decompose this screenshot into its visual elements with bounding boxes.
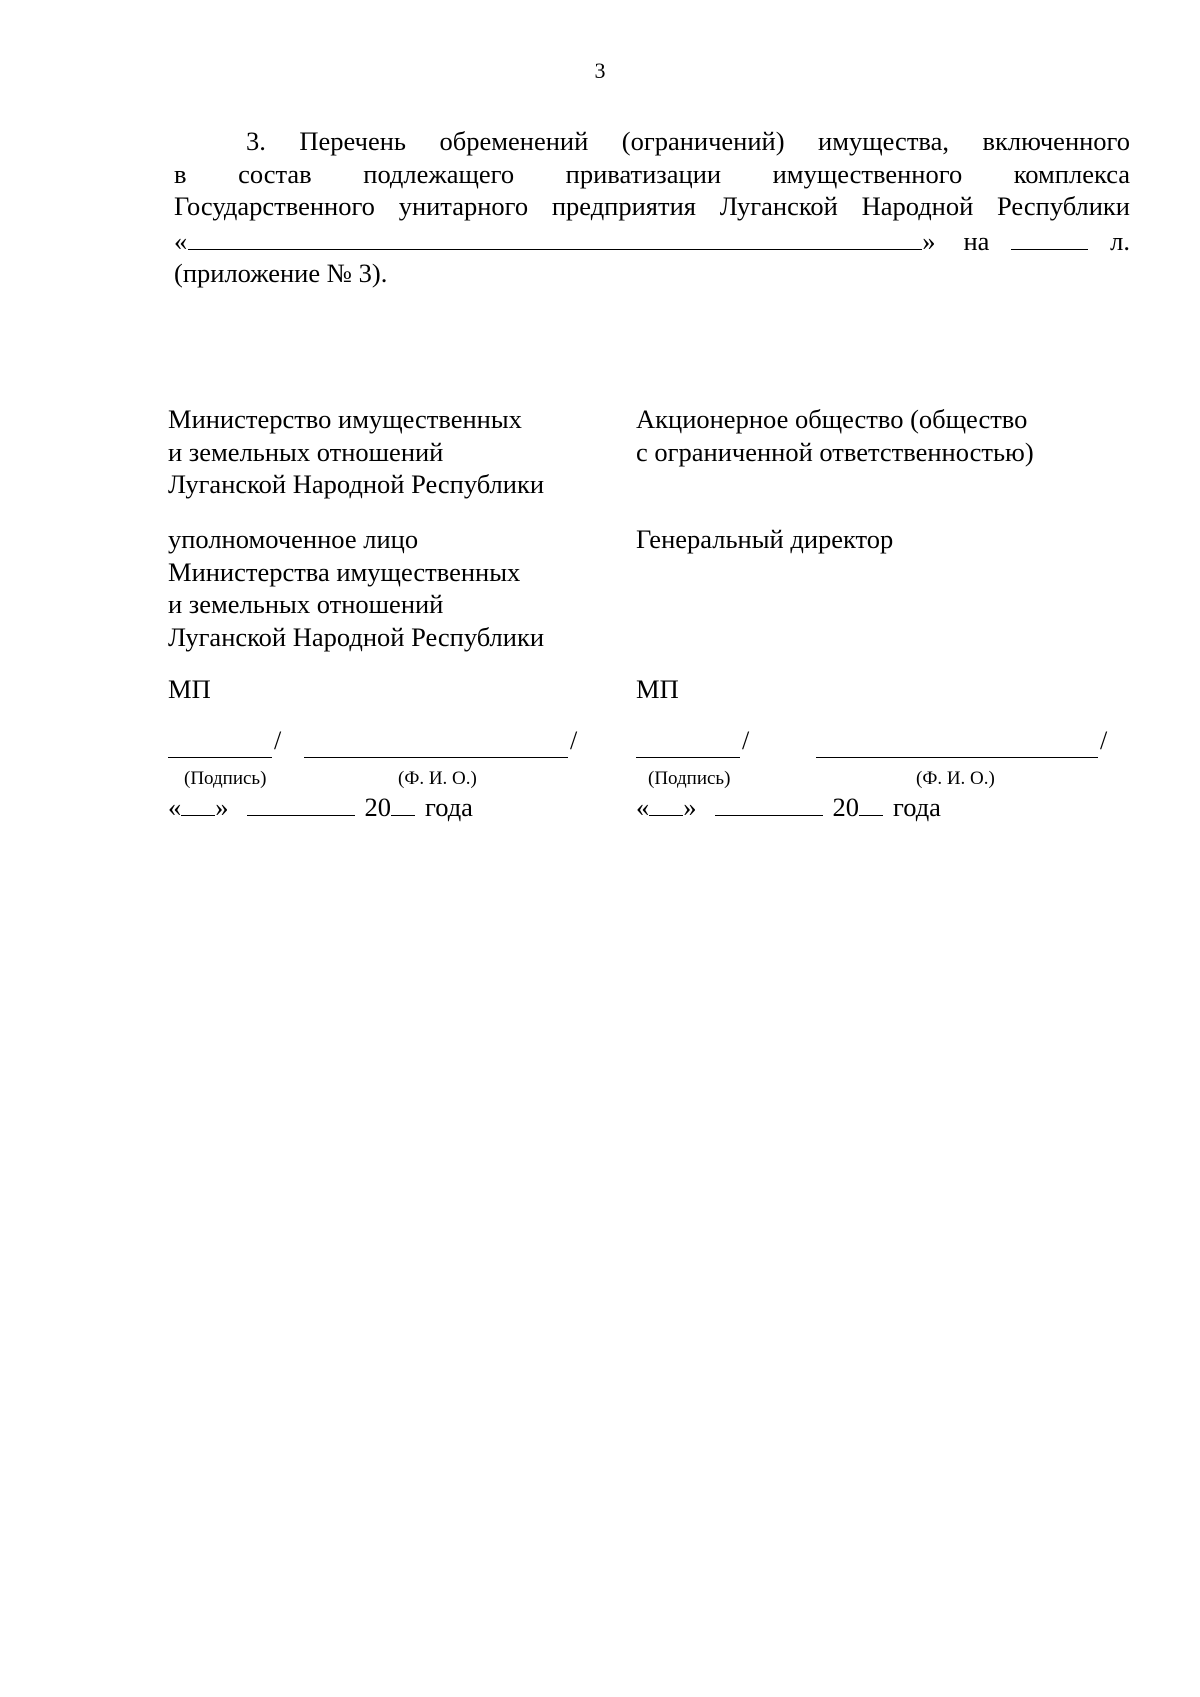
close-quote: » bbox=[922, 225, 936, 256]
page-number: 3 bbox=[594, 58, 606, 83]
clause-line-3: Государственного унитарного предприятия Луганской Народной Республики bbox=[174, 191, 1130, 221]
sheets-abbr: л. bbox=[1110, 225, 1130, 256]
left-org-name: Министерство имущественных и земельных отношений Луганской Народной Республики bbox=[168, 404, 545, 499]
left-signature-blank[interactable] bbox=[168, 731, 272, 758]
on-word: на bbox=[963, 225, 990, 256]
left-date-line: « » 20 года bbox=[168, 789, 608, 824]
right-name-caption: (Ф. И. О.) bbox=[916, 768, 995, 789]
clause-line-2: в состав подлежащего приватизации имущественного комплекса bbox=[174, 158, 1131, 189]
clause-line-1: 3. Перечень обременений (ограничений) имущества, включенного bbox=[246, 126, 1131, 156]
clause-line-4 bbox=[174, 223, 1130, 258]
left-stamp-label: МП bbox=[168, 674, 211, 704]
left-name-blank[interactable] bbox=[304, 731, 568, 758]
right-org-name: Акционерное общество (общество с ограниченной ответственностью) bbox=[636, 404, 1034, 467]
enterprise-name-blank[interactable] bbox=[188, 223, 922, 250]
left-party-block bbox=[168, 403, 608, 824]
sheet-count-blank[interactable] bbox=[1011, 223, 1088, 250]
right-month-blank[interactable] bbox=[715, 789, 823, 816]
right-date-line: « » 20 года bbox=[636, 789, 1136, 824]
right-signature-line: / / (Подпись) (Ф. И. О.) bbox=[636, 731, 1136, 789]
right-signature-blank[interactable] bbox=[636, 731, 740, 758]
left-signature-line: / / (Подпись) (Ф. И. О.) bbox=[168, 731, 608, 789]
right-year-blank[interactable] bbox=[859, 789, 883, 816]
right-signatory-title: Генеральный директор bbox=[636, 524, 894, 554]
left-signatory-title: уполномоченное лицо Министерства имущественных и земельных отношений Луганской Народной Республики bbox=[168, 524, 545, 652]
left-signature-caption: (Подпись) bbox=[184, 768, 267, 789]
right-signature-caption: (Подпись) bbox=[648, 768, 731, 789]
open-quote: « bbox=[174, 225, 188, 256]
clause-line-5: (приложение № 3). bbox=[174, 258, 388, 288]
encumbrances-clause bbox=[174, 125, 1130, 290]
right-stamp-label: МП bbox=[636, 674, 679, 704]
right-party-block bbox=[636, 403, 1136, 824]
right-name-blank[interactable] bbox=[816, 731, 1098, 758]
left-name-caption: (Ф. И. О.) bbox=[398, 768, 477, 789]
